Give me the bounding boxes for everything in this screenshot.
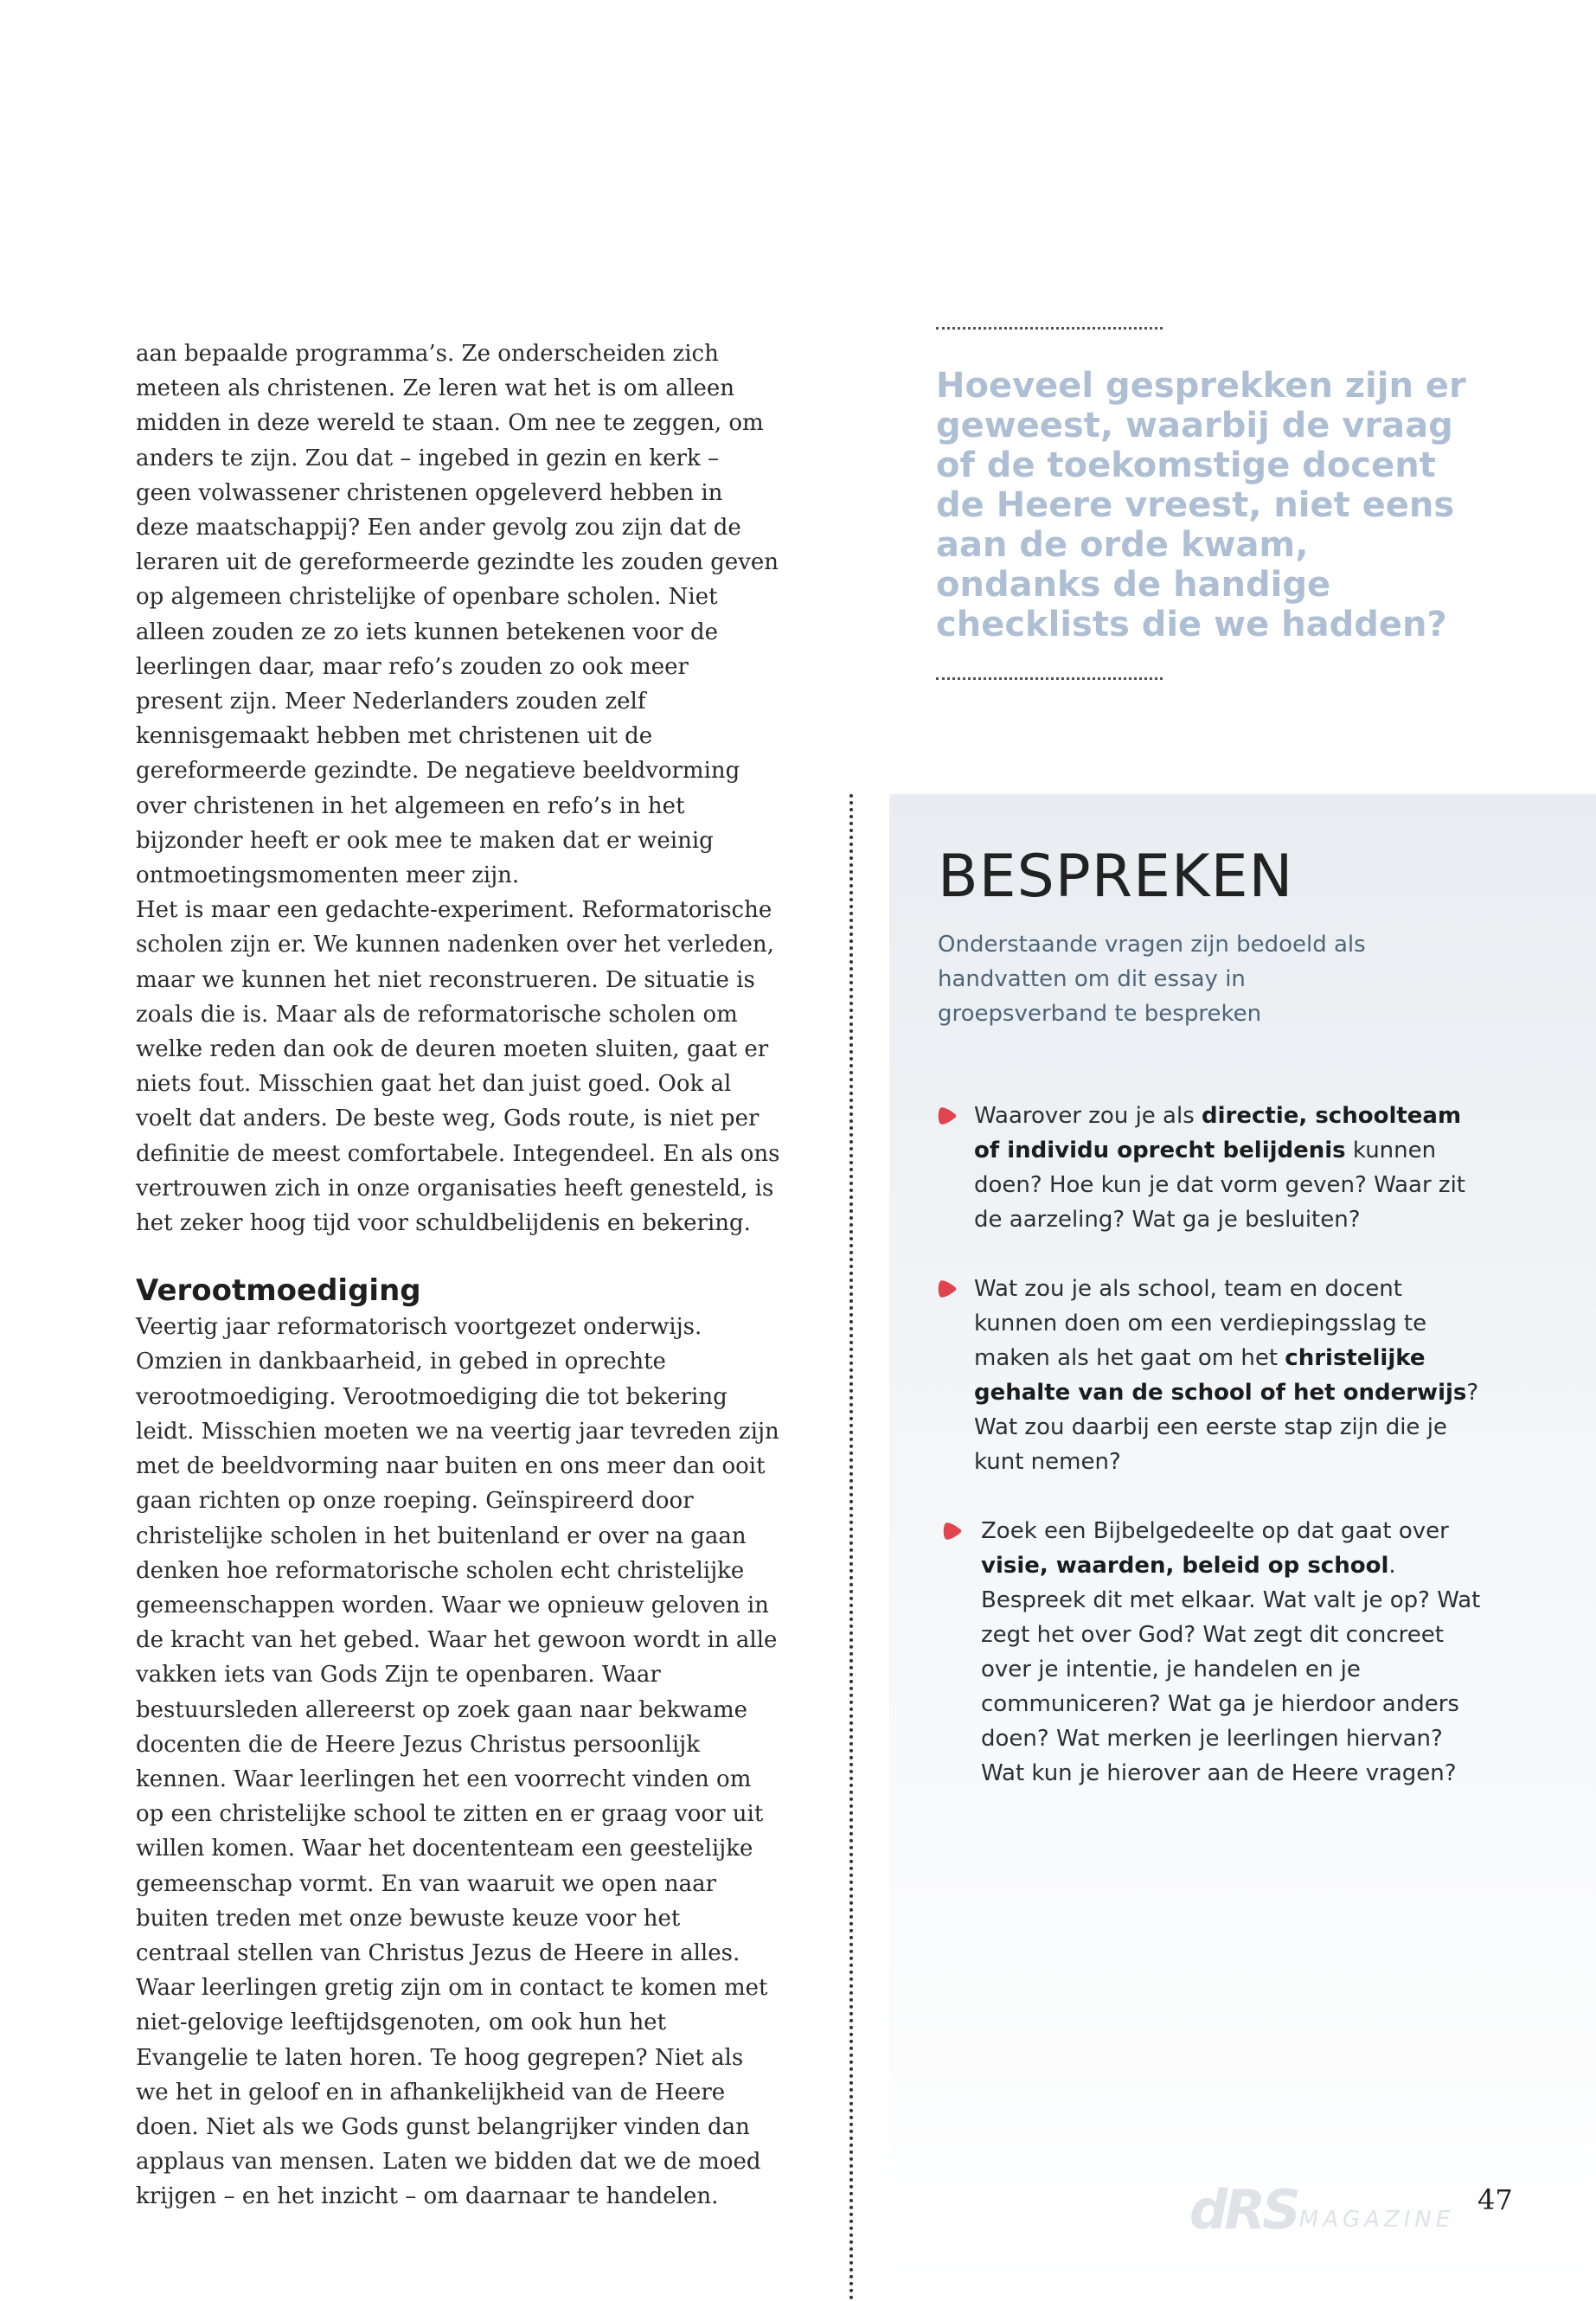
- question-text-pre: Wat zou je als school, team en docent kunnen doen om een verdiepingsslag te maken als het gaat om het: [974, 1276, 1427, 1371]
- bullet-icon: [943, 1522, 962, 1541]
- article-body: [136, 336, 780, 2214]
- logo-text: MAGAZINE: [1298, 2207, 1455, 2233]
- article-paragraph-1: aan bepaalde programma’s. Ze onderscheiden zich meteen als christenen. Ze leren wat het is om alleen midden in deze wereld te staan. Om nee te zeggen, om anders te zijn. Zou dat – ingebed in gezin en kerk – geen volwassener christenen opgeleverd hebben in deze maatschappij? Een ander gevolg zou zijn dat de leraren uit de gereformeerde gezindte les zouden geven op algemeen christelijke of openbare scholen. Niet alleen zouden ze zo iets kunnen betekenen voor de leerlingen daar, maar refo’s zouden zo ook meer present zijn. Meer Nederlanders zouden zelf kennisgemaakt hebben met christenen uit de gereformeerde gezindte. De negatieve beeldvorming over christenen in het algemeen en refo’s in het bijzonder heeft er ook mee te maken dat er weinig ontmoetingsmomenten meer zijn.: [136, 341, 779, 889]
- question-list: [938, 1099, 1491, 1825]
- question-text-bold: christelijke gehalte van de school of het onderwijs: [974, 1345, 1467, 1406]
- question-text-bold: directie, schoolteam of individu oprecht belijdenis: [974, 1103, 1462, 1163]
- question-text-post: kunnen doen? Hoe kun je dat vorm geven? Waar zit de aarzeling? Wat ga je besluiten?: [974, 1138, 1466, 1233]
- question-text-post: ? Wat zou daarbij een eerste stap zijn die je kunt nemen?: [974, 1380, 1479, 1475]
- column-divider: [849, 794, 853, 2301]
- page-number: 47: [1477, 2183, 1513, 2216]
- pull-quote-top-rule: [936, 327, 1163, 330]
- question-text-pre: Zoek een Bijbelgedeelte op dat gaat over: [981, 1518, 1449, 1544]
- question-text-pre: Waarover zou je als: [974, 1103, 1202, 1129]
- article-paragraph-3: Veertig jaar reformatorisch voortgezet onderwijs. Omzien in dankbaarheid, in gebed in oprechte verootmoediging. Verootmoediging die tot bekering leidt. Misschien moeten we na veertig jaar tevreden zijn met de beeldvorming naar buiten en ons meer dan ooit gaan richten op onze roeping. Geïnspireerd door christelijke scholen in het buitenland er over na gaan denken hoe reformatorische scholen echt christelijke gemeenschappen worden. Waar we opnieuw geloven in de kracht van het gebed. Waar het gewoon wordt in alle vakken iets van Gods Zijn te openbaren. Waar bestuursleden allereerst op zoek gaan naar bekwame docenten die de Heere Jezus Christus persoonlijk kennen. Waar leerlingen het een voorrecht vinden om op een christelijke school te zitten en er graag voor uit willen komen. Waar het docententeam een geestelijke gemeenschap vormt. En van waaruit we open naar buiten treden met onze bewuste keuze voor het centraal stellen van Christus Jezus de Heere in alles. Waar leerlingen gretig zijn om in contact te komen met niet-gelovige leeftijdsgenoten, om ook hun het Evangelie te laten horen. Te hoog gegrepen? Niet als we het in geloof en in afhankelijkheid van de Heere doen. Niet als we Gods gunst belangrijker vinden dan applaus van mensen. Laten we bidden dat we de moed krijgen – en het inzicht – om daarnaar te handelen.: [136, 1314, 779, 2210]
- question-item: [938, 1272, 1491, 1479]
- bullet-icon: [938, 1106, 957, 1125]
- article-paragraph-2: Het is maar een gedachte-experiment. Reformatorische scholen zijn er. We kunnen nadenken over het verleden, maar we kunnen het niet reconstrueren. De situatie is zoals die is. Maar als de reformatorische scholen om welke reden dan ook de deuren moeten sluiten, gaat er niets fout. Misschien gaat het dan juist goed. Ook al voelt dat anders. De beste weg, Gods route, is niet per definitie de meest comfortabele. Integendeel. En als ons vertrouwen zich in onze organisaties heeft genesteld, is het zeker hoog tijd voor schuldbelijdenis en bekering.: [136, 897, 780, 1237]
- discussion-sidebar: [889, 794, 1596, 2301]
- question-item: [938, 1514, 1491, 1791]
- question-text-bold: visie, waarden, beleid op school: [981, 1553, 1389, 1579]
- sidebar-title: BESPREKEN: [938, 843, 1294, 911]
- pull-quote-bottom-rule: [936, 677, 1163, 680]
- question-text-post: . Bespreek dit met elkaar. Wat valt je op? Wat zegt het over God? Wat zegt dit concreet over je intentie, je handelen en je communiceren? Wat ga je hierdoor anders doen? Wat merken je leerlingen hiervan? Wat kun je hierover aan de Heere vragen?: [981, 1553, 1481, 1786]
- section-heading: Verootmoediging: [136, 1273, 421, 1309]
- logo-mark: dRS: [1189, 2178, 1298, 2241]
- sidebar-subtitle: Onderstaande vragen zijn bedoeld als handvatten om dit essay in groepsverband te bespreken: [938, 932, 1366, 1027]
- bullet-icon: [938, 1279, 957, 1298]
- pull-quote-text: Hoeveel gesprekken zijn er geweest, waarbij de vraag of de toekomstige docent de Heere vreest, niet eens aan de orde kwam, ondanks de handige checklists die we hadden?: [936, 366, 1466, 644]
- question-item: [938, 1099, 1491, 1237]
- pull-quote: [936, 327, 1472, 680]
- magazine-logo: [1189, 2178, 1455, 2241]
